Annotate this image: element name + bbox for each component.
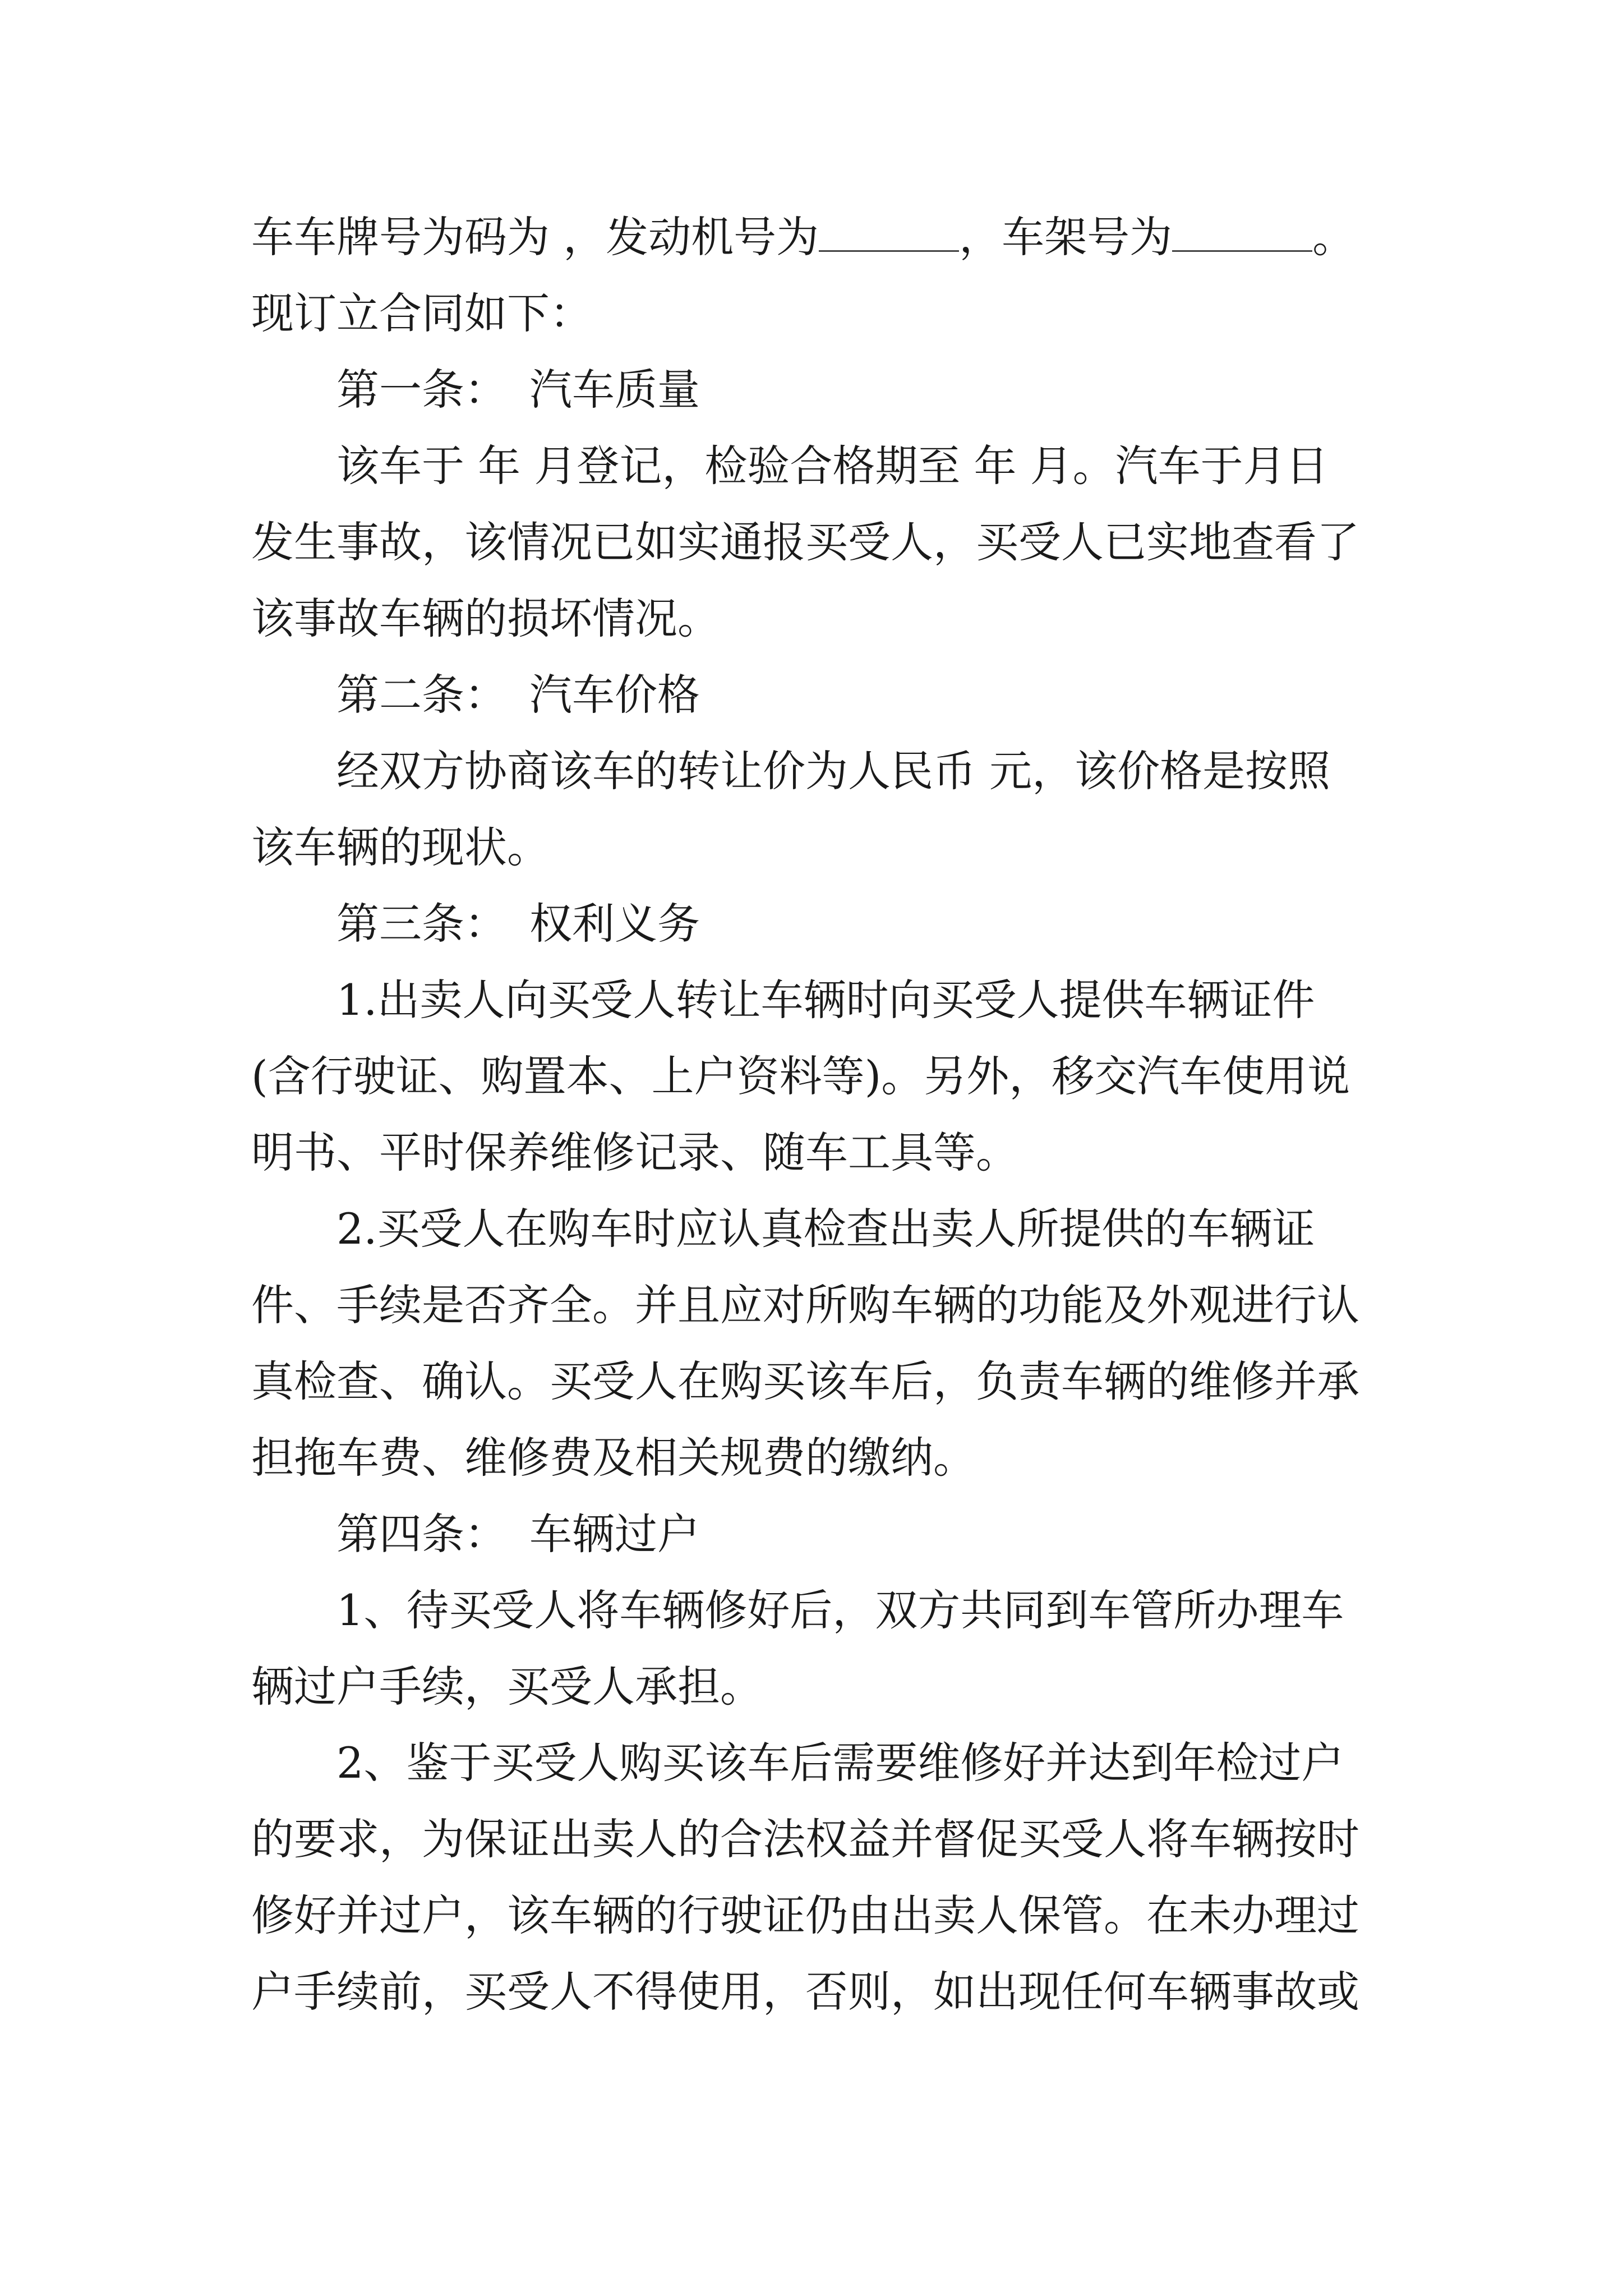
article-1-paragraph-line: 该车于 年 月登记，检验合格期至 年 月。汽车于月日 bbox=[336, 441, 1329, 491]
article-2-number: 第二条： bbox=[336, 670, 507, 720]
article-3-item-1-line: 明书、平时保养维修记录、随车工具等。 bbox=[251, 1128, 1018, 1177]
article-3-title: 权利义务 bbox=[529, 899, 700, 949]
article-3-item-2-line: 件、手续是否齐全。并且应对所购车辆的功能及外观进行认 bbox=[251, 1280, 1359, 1330]
article-3-item-1-line: 1.出卖人向买受人转让车辆时向买受人提供车辆证件 bbox=[336, 975, 1315, 1025]
intro-line-1 bbox=[251, 199, 1373, 275]
article-2-paragraph-line: 该车辆的现状。 bbox=[251, 822, 550, 872]
article-4-item-2-line: 2、鉴于买受人购买该车后需要维修好并达到年检过户 bbox=[336, 1738, 1344, 1788]
article-1-paragraph-line: 发生事故，该情况已如实通报买受人，买受人已实地查看了 bbox=[251, 517, 1359, 567]
article-4-item-1-line: 1、待买受人将车辆修好后，双方共同到车管所办理车 bbox=[336, 1585, 1344, 1635]
article-1-paragraph-line: 该事故车辆的损坏情况。 bbox=[251, 593, 720, 643]
article-4-heading bbox=[251, 1496, 1373, 1572]
intro-text-frame: ，车架号为 bbox=[959, 212, 1173, 262]
article-3-item-1-line: (含行驶证、购置本、上户资料等)。另外，移交汽车使用说 bbox=[251, 1051, 1350, 1101]
article-1-title: 汽车质量 bbox=[529, 365, 700, 415]
document-body bbox=[251, 199, 1373, 2030]
intro-line-2: 现订立合同如下： bbox=[251, 288, 592, 338]
article-1-number: 第一条： bbox=[336, 365, 507, 415]
article-4-title: 车辆过户 bbox=[529, 1509, 700, 1559]
article-4-item-2-line: 户手续前，买受人不得使用，否则，如出现任何车辆事故或 bbox=[251, 1967, 1359, 2017]
article-2-paragraph-line: 经双方协商该车的转让价为人民币 元，该价格是按照 bbox=[336, 746, 1331, 796]
engine-number-blank bbox=[819, 212, 959, 252]
article-3-item-2-line: 真检查、确认。买受人在购买该车后，负责车辆的维修并承 bbox=[251, 1356, 1359, 1406]
article-4-item-2-line: 的要求，为保证出卖人的合法权益并督促买受人将车辆按时 bbox=[251, 1814, 1359, 1864]
article-3-item-2-line: 担拖车费、维修费及相关规费的缴纳。 bbox=[251, 1433, 976, 1483]
article-1-heading bbox=[251, 352, 1373, 428]
article-3-number: 第三条： bbox=[336, 899, 507, 949]
article-2-title: 汽车价格 bbox=[529, 670, 700, 720]
intro-text-end: 。 bbox=[1312, 212, 1355, 262]
frame-number-blank bbox=[1172, 212, 1312, 252]
article-4-number: 第四条： bbox=[336, 1509, 507, 1559]
article-2-heading bbox=[251, 657, 1373, 733]
article-4-item-1-line: 辆过户手续，买受人承担。 bbox=[251, 1662, 763, 1711]
article-3-heading bbox=[251, 886, 1373, 962]
article-3-item-2-line: 2.买受人在购车时应认真检查出卖人所提供的车辆证 bbox=[336, 1204, 1315, 1254]
intro-text-engine: 车车牌号为码为 ，发动机号为 bbox=[251, 212, 819, 262]
article-4-item-2-line: 修好并过户，该车辆的行驶证仍由出卖人保管。在未办理过 bbox=[251, 1890, 1359, 1940]
